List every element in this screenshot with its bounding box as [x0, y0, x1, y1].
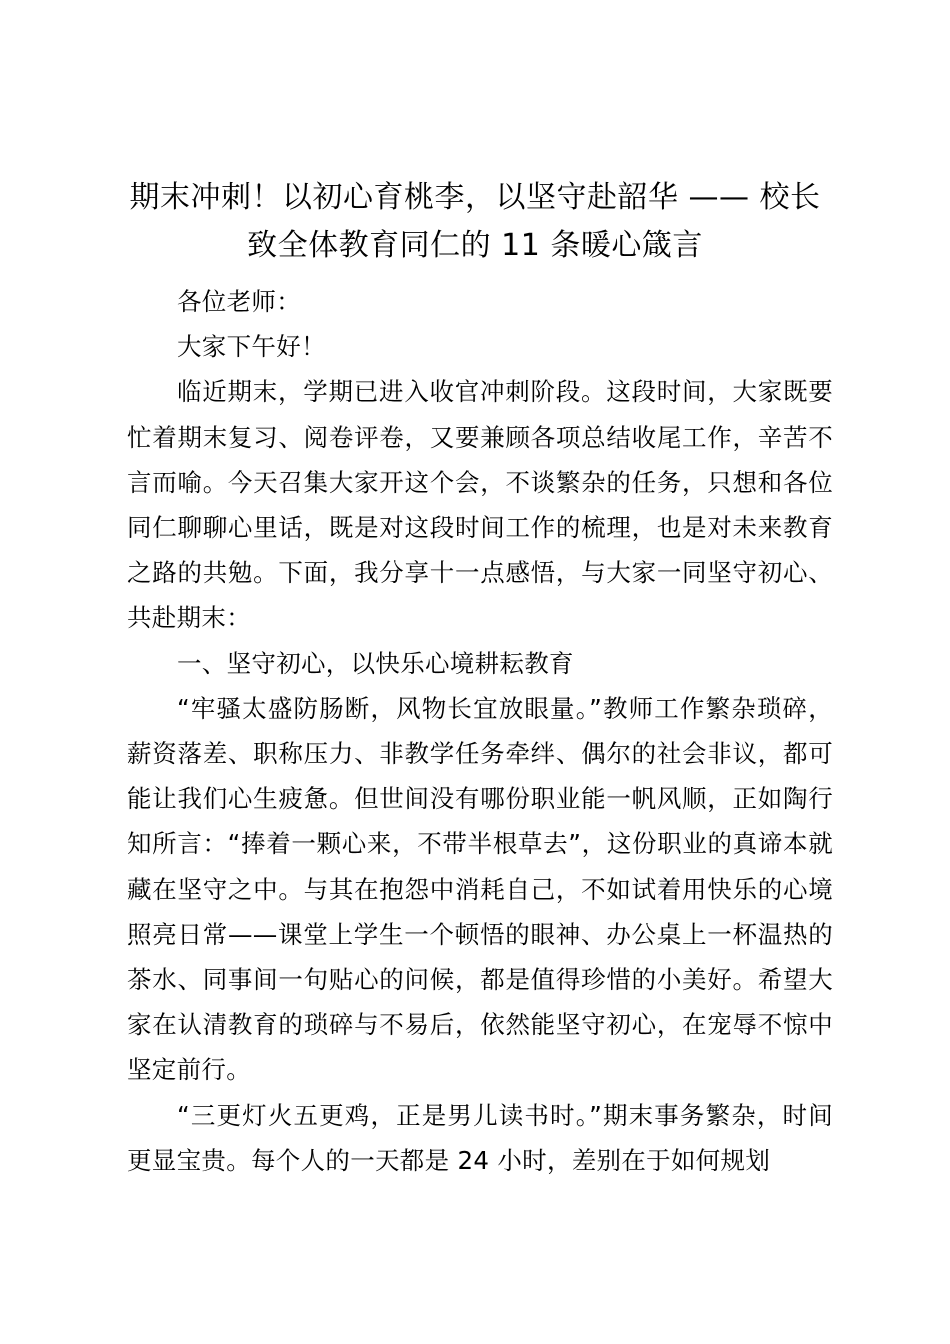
greeting: 大家下午好！ — [177, 332, 326, 362]
paragraph: “三更灯火五更鸡，正是男儿读书时。”期末事务繁杂，时间更显宝贵。每个人的一天都是 24 小时，差别在于如何规划 — [127, 1100, 833, 1175]
intro-paragraph: 临近期末，学期已进入收官冲刺阶段。这段时间，大家既要忙着期末复习、阅卷评卷，又要兼顾各项总结收尾工作，辛苦不言而喻。今天召集大家开这个会，不谈繁杂的任务，只想和各位同仁聊聊心里话，既是对这段时间工作的梳理，也是对未来教育之路的共勉。下面，我分享十一点感悟，与大家一同坚守初心、共赴期末： — [127, 377, 833, 633]
salutation: 各位老师： — [177, 287, 301, 316]
document-body — [127, 279, 833, 1183]
section-heading: 一、坚守初心，以快乐心境耕耘教育 — [177, 648, 574, 678]
document-title: 期末冲刺！以初心育桃李，以坚守赴韶华 —— 校长致全体教育同仁的 11 条暖心箴言 — [129, 180, 821, 263]
paragraph: “牢骚太盛防肠断，风物长宜放眼量。”教师工作繁杂琐碎，薪资落差、职称压力、非教学任务牵绊、偶尔的社会非议，都可能让我们心生疲惫。但世间没有哪份职业能一帆风顺，正如陶行知所言：“捧着一颗心来，不带半根草去”，这份职业的真谛本就藏在坚守之中。与其在抱怨中消耗自己，不如试着用快乐的心境照亮日常——课堂上学生一个顿悟的眼神、办公桌上一杯温热的茶水、同事间一句贴心的问候，都是值得珍惜的小美好。希望大家在认清教育的琐碎与不易后，依然能坚守初心，在宠辱不惊中坚定前行。 — [127, 693, 833, 1085]
